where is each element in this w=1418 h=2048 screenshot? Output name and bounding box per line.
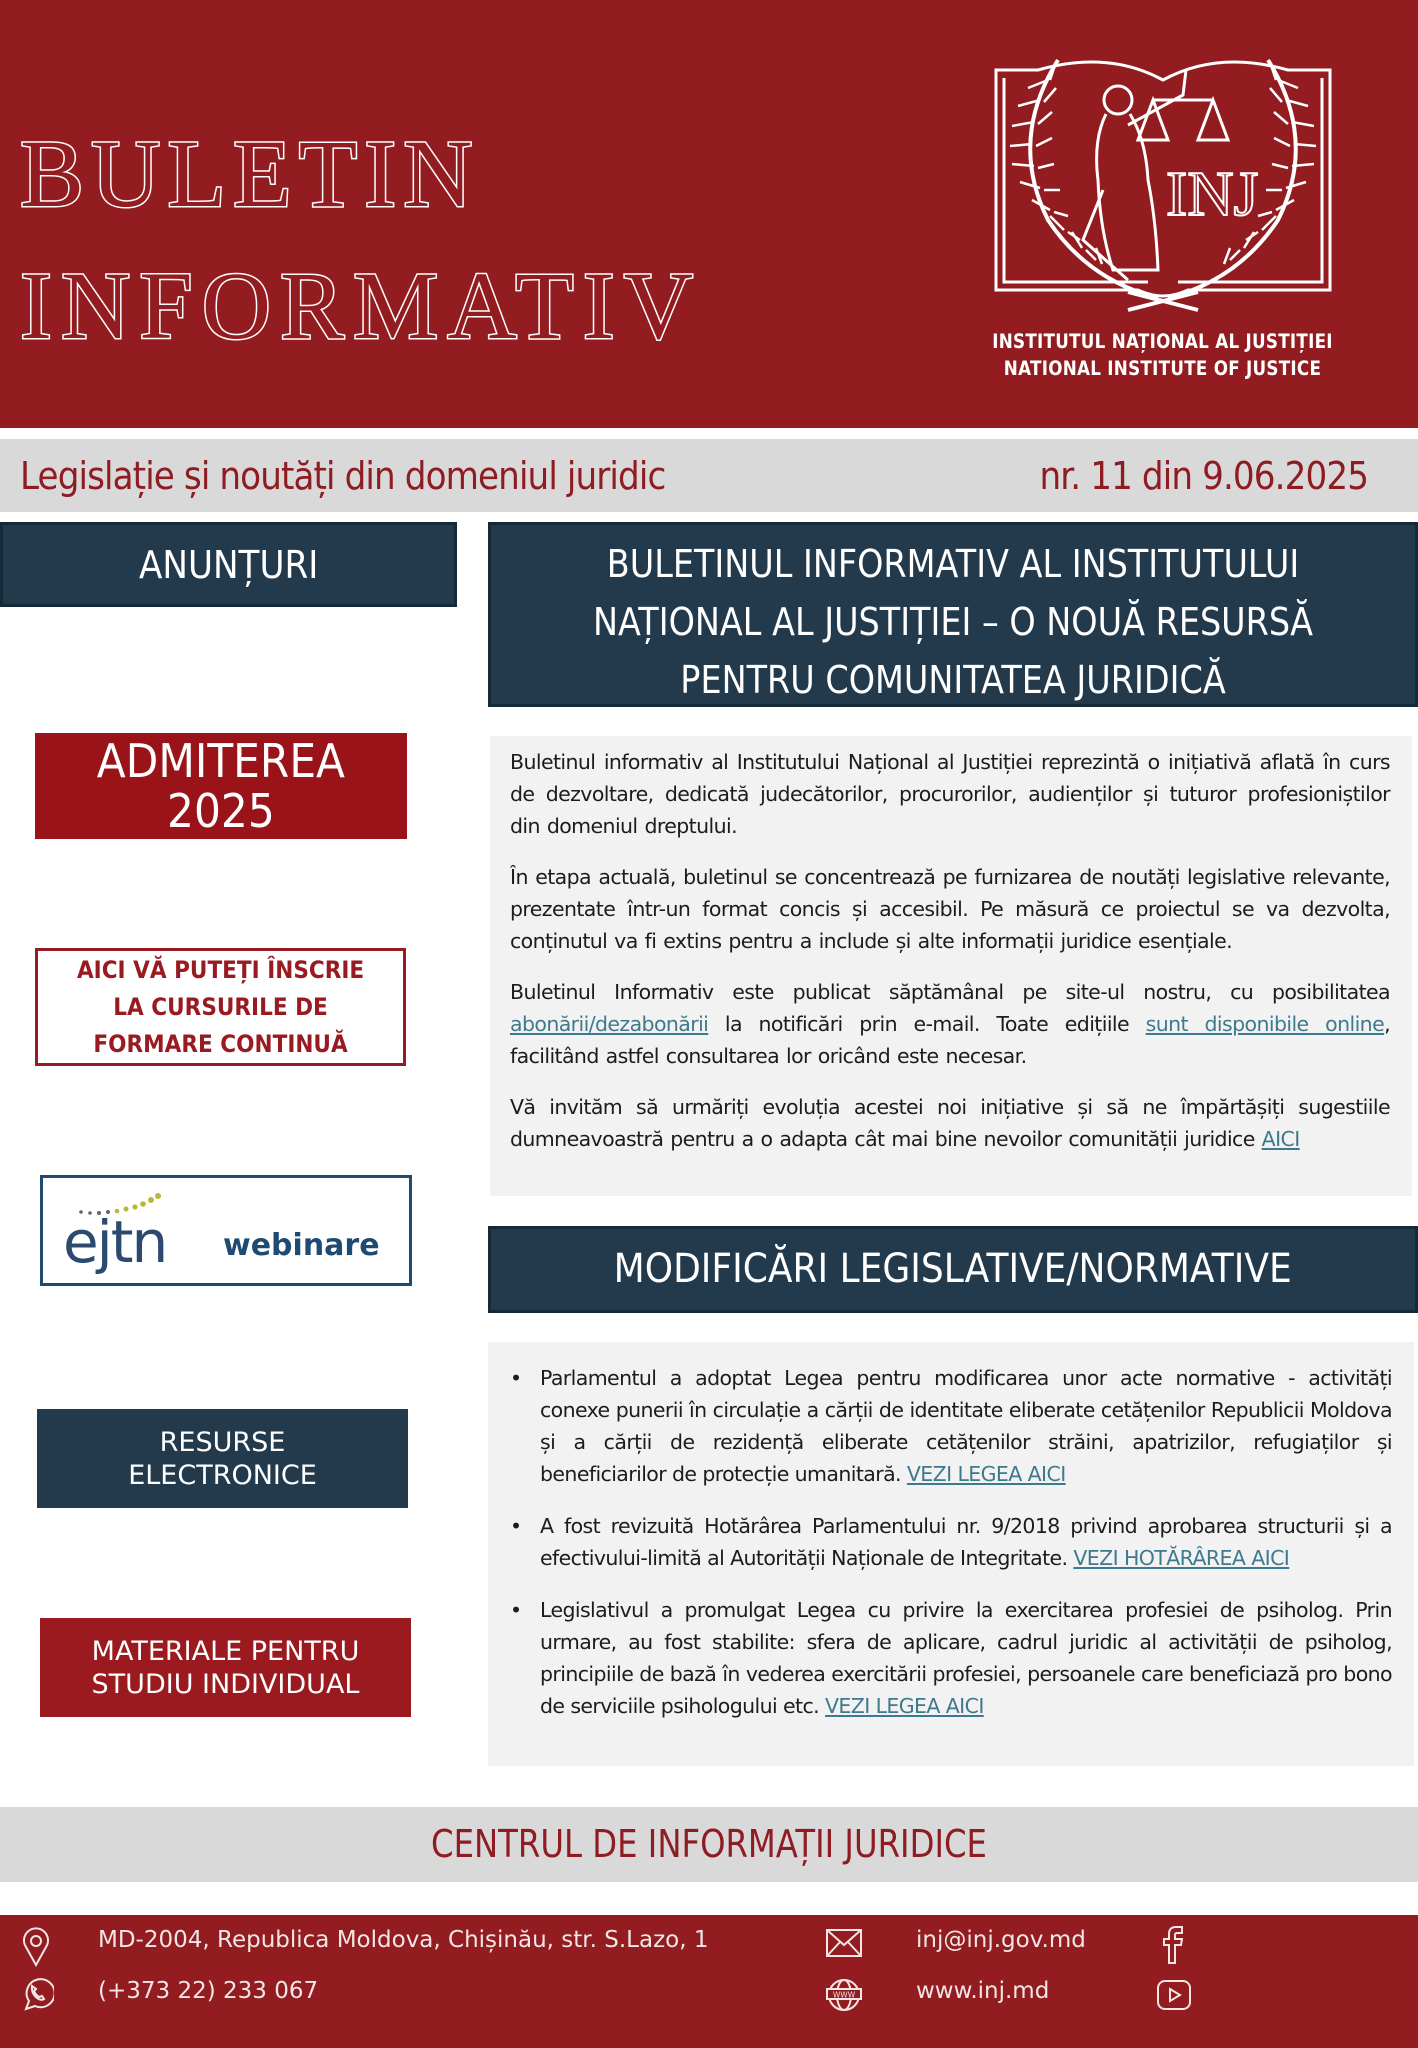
intro-heading <box>488 522 1418 707</box>
inscriere-line2: LA CURSURILE DE <box>113 992 328 1021</box>
subheader-bar <box>0 439 1418 512</box>
website-link[interactable]: www.inj.md <box>916 1978 1050 2004</box>
intro-heading-line3: PENTRU COMUNITATEA JURIDICĂ <box>680 658 1226 702</box>
materiale-line2: STUDIU INDIVIDUAL <box>91 1668 360 1700</box>
p4-text: Vă invităm să urmăriți evoluția acestei noi inițiative și să ne împărtășiți sugestiile dumneavoastră pentru a o adapta cât mai bine nevoilor comunității juridice <box>510 1095 1390 1151</box>
p3-text-c: , facilitând astfel consultarea lor oricând este necesar. <box>510 1012 1391 1068</box>
issue-number: nr. 11 din 9.06.2025 <box>1039 454 1368 498</box>
intro-heading-line2: NAȚIONAL AL JUSTIȚIEI – O NOUĂ RESURSĂ <box>593 600 1313 644</box>
admitere-label: ADMITEREA <box>96 734 346 788</box>
ejtn-logo: ejtn <box>63 1208 167 1276</box>
vezi-hotararea-link[interactable]: VEZI HOTĂRÂREA AICI <box>1073 1546 1290 1570</box>
list-item <box>508 1362 1392 1490</box>
sugestii-aici-link[interactable]: AICI <box>1261 1127 1300 1151</box>
centru-heading <box>0 1807 1418 1882</box>
list-item <box>508 1594 1392 1722</box>
phone-number[interactable]: (+373 22) 233 067 <box>98 1978 319 2004</box>
abonare-link[interactable]: abonării/dezabonării <box>510 1012 709 1036</box>
intro-paragraph-4 <box>510 1091 1390 1155</box>
intro-panel <box>490 736 1412 1196</box>
logo-caption <box>988 328 1336 382</box>
item-text: Parlamentul a adoptat Legea pentru modificarea unor acte normative - activități conexe punerii în circulație a cărții de identitate eliberate cetățenilor Republicii Moldova și a cărții de rezidență eliberate cetățenilor străini, apatrizilor, refugiaților și beneficiarilor de protecție umanitară. <box>540 1366 1392 1486</box>
modificari-list <box>508 1362 1392 1722</box>
anunturi-heading <box>0 522 457 607</box>
title-buletin: BULETIN <box>20 120 480 227</box>
vezi-legea-link[interactable]: VEZI LEGEA AICI <box>906 1462 1066 1486</box>
modificari-heading-label: MODIFICĂRI LEGISLATIVE/NORMATIVE <box>613 1246 1293 1292</box>
logo-caption-en: NATIONAL INSTITUTE OF JUSTICE <box>1003 357 1322 380</box>
intro-paragraph-1: Buletinul informativ al Institutului Național al Justiției reprezintă o inițiativă aflată în curs de dezvoltare, dedicată judecătorilor, procurorilor, audienților și tuturor profesioniștilor din domeniul dreptului. <box>510 750 1390 838</box>
modificari-panel <box>488 1342 1414 1766</box>
bullet-icon: • <box>510 1366 522 1390</box>
inscriere-line3: FORMARE CONTINUĂ <box>93 1029 348 1058</box>
materiale-studiu-button[interactable] <box>40 1618 411 1717</box>
modificari-heading <box>488 1226 1418 1313</box>
intro-paragraph-3 <box>510 976 1390 1072</box>
anunturi-label: ANUNȚURI <box>138 543 319 587</box>
tagline: Legislație și noutăți din domeniul juridic <box>20 454 666 498</box>
intro-paragraph-2: În etapa actuală, buletinul se concentrează pe furnizarea de noutăți legislative relevante, prezentate într-un format concis și accesibil. Pe măsură ce proiectul se va dezvolta, conținutul va fi extins pentru a include și alte informații juridice esențiale. <box>510 865 1390 953</box>
logo-caption-ro: INSTITUTUL NAȚIONAL AL JUSTIȚIEI <box>992 330 1333 353</box>
resurse-line1: RESURSE <box>159 1426 286 1458</box>
location-pin-icon <box>22 1927 50 1967</box>
editii-online-link[interactable]: sunt disponibile online <box>1145 1012 1385 1036</box>
facebook-icon[interactable] <box>1160 1925 1186 1965</box>
header-banner <box>0 0 1418 428</box>
item-text: Legislativul a promulgat Legea cu privire la exercitarea profesiei de psiholog. Prin urmare, au fost stabilite: sfera de aplicare, cadrul juridic al activității de psiholog, principiile de bază în vederea exercitării profesiei, persoanele care beneficiază pro bono de serviciile psihologului etc. <box>540 1598 1392 1718</box>
webinare-label: webinare <box>223 1228 380 1263</box>
youtube-icon[interactable] <box>1156 1979 1192 2011</box>
inscriere-cursuri-button[interactable] <box>35 948 406 1066</box>
address: MD-2004, Republica Moldova, Chișinău, str. S.Lazo, 1 <box>98 1927 709 1953</box>
intro-heading-line1: BULETINUL INFORMATIV AL INSTITUTULUI <box>606 542 1300 586</box>
mail-icon <box>826 1929 862 1957</box>
p3-text-b: la notificări prin e-mail. Toate edițiile <box>708 1012 1146 1036</box>
inj-logo-icon <box>988 40 1338 320</box>
globe-www-icon <box>826 1977 862 2013</box>
item-text: A fost revizuită Hotărârea Parlamentului nr. 9/2018 privind aprobarea structurii și a efectivului-limită al Autorității Naționale de Integritate. <box>540 1514 1392 1570</box>
bullet-icon: • <box>510 1598 522 1622</box>
svg-text:INJ: INJ <box>1166 158 1259 229</box>
p3-text-a: Buletinul Informativ este publicat săptămânal pe site-ul nostru, cu posibilitatea <box>510 980 1390 1004</box>
admitere-2025-button[interactable] <box>35 733 407 839</box>
bullet-icon: • <box>510 1514 522 1538</box>
resurse-line2: ELECTRONICE <box>128 1459 317 1491</box>
resurse-electronice-button[interactable] <box>37 1409 408 1508</box>
list-item <box>508 1510 1392 1574</box>
footer-contact <box>0 1915 1418 2048</box>
vezi-legea-link[interactable]: VEZI LEGEA AICI <box>825 1694 984 1718</box>
inscriere-line1: AICI VĂ PUTEȚI ÎNSCRIE <box>76 955 365 984</box>
materiale-line1: MATERIALE PENTRU <box>91 1635 360 1667</box>
title-informativ: INFORMATIV <box>20 252 703 359</box>
admitere-year: 2025 <box>167 784 275 838</box>
ejtn-webinare-button[interactable] <box>40 1175 412 1286</box>
centru-label: CENTRUL DE INFORMAȚII JURIDICE <box>431 1822 987 1866</box>
email-link[interactable]: inj@inj.gov.md <box>916 1927 1086 1953</box>
svg-text:WWW: WWW <box>832 1990 856 2000</box>
whatsapp-icon <box>20 1975 54 2013</box>
